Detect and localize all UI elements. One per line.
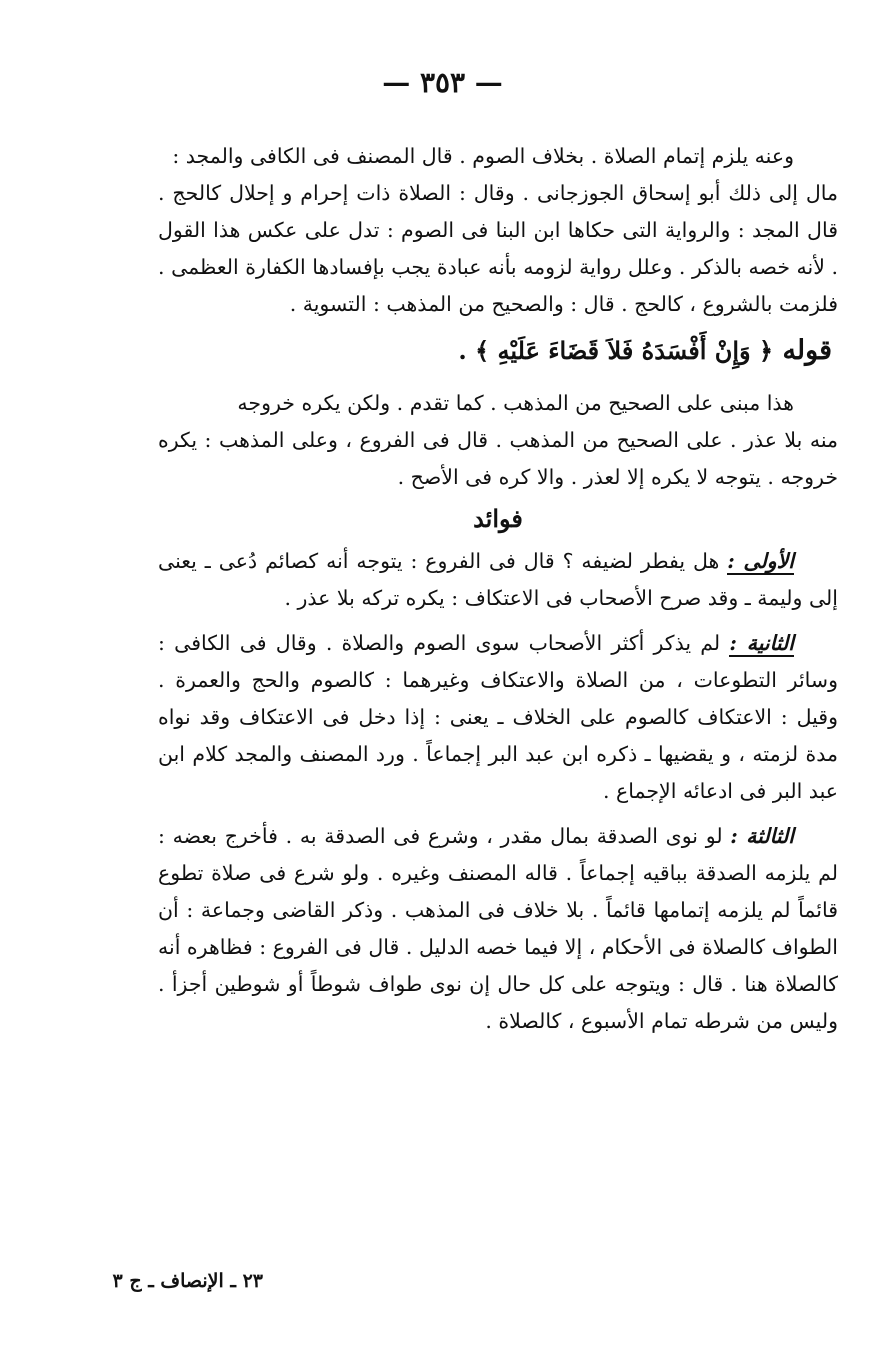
quranic-quote: ﴿ وَإِنْ أَفْسَدَهُ فَلاَ قَضَاءَ عَلَيْهِ ﴾ .	[458, 336, 774, 365]
paragraph-1-first-line: وعنه يلزم إتمام الصلاة . بخلاف الصوم . قال المصنف فى الكافى والمجد :	[172, 144, 794, 168]
quote-word: قوله	[782, 335, 832, 366]
paragraph-2-first-line: هذا مبنى على الصحيح من المذهب . كما تقدم . ولكن يكره خروجه	[237, 391, 794, 415]
page-body	[158, 138, 838, 1040]
item-1-lead: الأولى :	[727, 549, 795, 573]
section-heading-fawaid: فوائد	[473, 504, 523, 533]
item-2-lead: الثانية :	[729, 631, 794, 655]
page-number: — ٣٥٣ —	[382, 66, 503, 99]
item-1-text: هل يفطر لضيفه ؟ قال فى الفروع : يتوجه أنه كصائم دُعى ـ يعنى إلى وليمة ـ وقد صرح الأصحاب فى الاعتكاف : يكره تركه بلا عذر .	[158, 549, 838, 610]
item-2-text: لم يذكر أكثر الأصحاب سوى الصوم والصلاة . وقال فى الكافى : وسائر التطوعات ، من الصلاة والاعتكاف وغيرهما : كالصوم والحج والعمرة . وقيل : الاعتكاف كالصوم على الخلاف ـ يعنى : إذا دخل فى الاعتكاف وقد نواه مدة لزمته ، و يقضيها ـ ذكره ابن عبد البر إجماعاً . ورد المصنف والمجد كلام ابن عبد البر فى ادعائه الإجماع .	[158, 631, 838, 803]
paragraph-1: مال إلى ذلك أبو إسحاق الجوزجانى . وقال : الصلاة ذات إحرام و إحلال كالحج . قال المجد : والرواية التى حكاها ابن البنا فى الصوم : تدل على عكس هذا القول . لأنه خصه بالذكر . وعلل رواية لزومه بأنه عبادة يجب بإفسادها الكفارة العظمى . فلزمت بالشروع ، كالحج . قال : والصحيح من المذهب : التسوية .	[158, 181, 838, 316]
quoted-verse-line	[158, 327, 838, 375]
item-3-lead: الثالثة :	[730, 824, 794, 848]
fawaid-item-3	[158, 818, 838, 1040]
footer-signature: ٢٣ ـ الإنصاف ـ ج ٣	[112, 1270, 263, 1292]
fawaid-item-2	[158, 625, 838, 810]
item-3-text: لو نوى الصدقة بمال مقدر ، وشرع فى الصدقة به . فأخرج بعضه : لم يلزمه الصدقة بباقيه إجماعاً . قاله المصنف وغيره . ولو شرع فى صلاة تطوع قائماً لم يلزمه إتمامها قائماً . بلا خلاف فى المذهب . وذكر القاضى وجماعة : أن الطواف كالصلاة فى الأحكام ، إلا فيما خصه الدليل . قال فى الفروع : فظاهره أنه كالصلاة هنا . قال : ويتوجه على كل حال إن نوى طواف شوطاً أو شوطين أجزأ . وليس من شرطه تمام الأسبوع ، كالصلاة .	[158, 824, 838, 1033]
paragraph-2: منه بلا عذر . على الصحيح من المذهب . قال فى الفروع ، وعلى المذهب : يكره خروجه . يتوجه لا يكره إلا لعذر . والا كره فى الأصح .	[158, 428, 838, 489]
fawaid-item-1	[158, 543, 838, 617]
